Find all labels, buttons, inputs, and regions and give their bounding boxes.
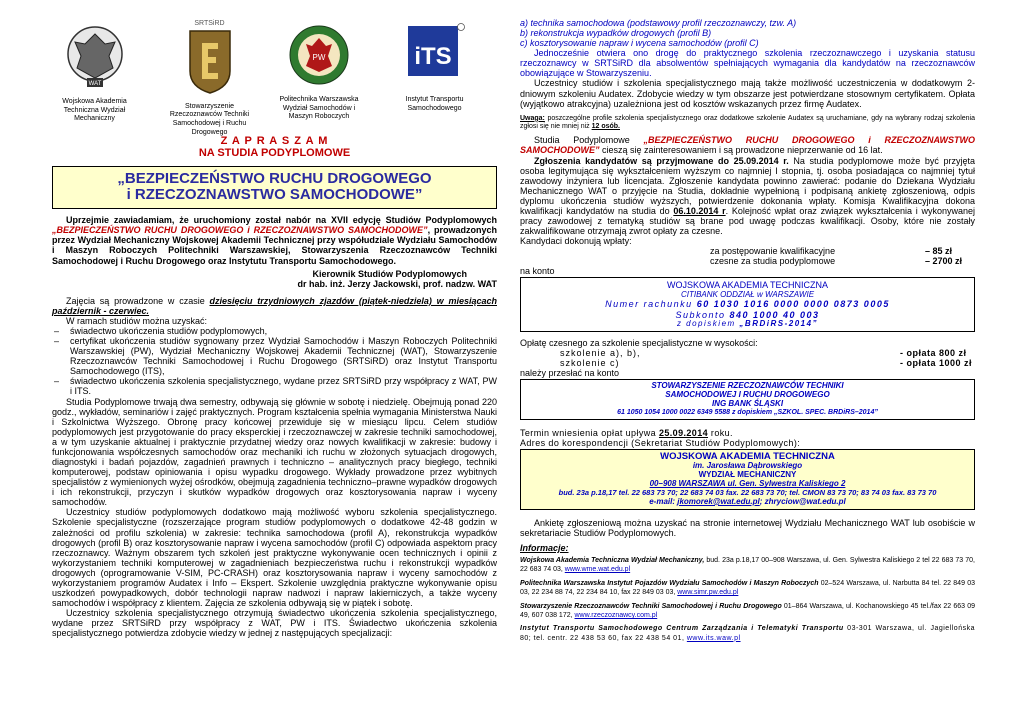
email-second: ; zhryciow@wat.edu.pl [759, 496, 846, 506]
address-box [520, 449, 975, 510]
logo-caption: Wojskowa Akademia Techniczna Wydział Mechaniczny [62, 97, 127, 123]
spec-fee-amount: - opłata 800 zł [900, 347, 967, 358]
pw-crest-icon [288, 24, 350, 86]
left-column [52, 0, 497, 638]
intro-paragraph [52, 215, 497, 265]
title-line-1: „BEZPIECZEŃSTWO RUCHU DROGOWEGO [117, 169, 432, 187]
logo-caption: Stowarzyszenie Rzeczoznawców Techniki Samochodowej i Ruchu Drogowego [169, 102, 250, 136]
zapraszam: Z A P R A S Z A M [220, 135, 329, 147]
uwaga-text: poszczególne profile szkolenia specjalistycznego oraz dodatkowe szkolenie Audatex są uruchamiane, gdy na wybrany rodzaj szkolenia zgłosi się nie mniej niż [520, 114, 975, 130]
info-item [520, 602, 975, 621]
info-name: Stowarzyszenie Rzeczoznawców Techniki Samochodowej i Ruchu Drogowego [520, 602, 782, 610]
bank2-line: 61 1050 1054 1000 0022 6349 5588 z dopiskiem „SZKOL. SPEC. BRDiRS–2014” [617, 408, 878, 416]
list-item: – certyfikat ukończenia studiów sygnowany przez Wydział Samochodów i Maszyn Roboczych Politechniki Warszawskiej (PW), Wydział Mechaniczny Wojskowej Akademii Technicznej (WAT), Stowarzyszenie Rzeczoznawców Techniki Samochodowej i Ruchu Drogowego (SRTSiRD) oraz Instytut Transportu Samochodowego (ITS), [70, 336, 497, 376]
logo-mark: WAT [88, 81, 101, 87]
email-label: e-mail: [649, 496, 678, 506]
logo-its [392, 22, 477, 113]
logo-mark: PW [312, 53, 326, 62]
bank2-line: STOWARZYSZENIE RZECZOZNAWCÓW TECHNIKI [651, 380, 844, 390]
bank1-account-row [521, 299, 974, 309]
signature-title: Kierownik Studiów Podyplomowych [312, 268, 467, 279]
signature [52, 269, 497, 289]
bank2-line: ING BANK ŚLĄSKI [711, 398, 784, 408]
fee-amount: – 85 zł [925, 246, 953, 257]
na-studia: NA STUDIA PODYPLOMOWE [198, 147, 351, 160]
zajecia-b: dziesięciu trzydniowych zjazdów (piątek-niedziela) w miesiącach październik - czerwiec. [52, 295, 497, 316]
logo-mark: iTS [413, 43, 452, 70]
addr-line: WYDZIAŁ MECHANICZNY [698, 470, 797, 480]
czesne-label: Opłatę czesnego za szkolenie specjalistyczne w wysokości: [520, 337, 758, 348]
na-konto: na konto [520, 266, 555, 277]
benefits-list [52, 326, 497, 397]
uwaga-label: Uwaga: [520, 114, 545, 122]
list-item: – świadectwo ukończenia szkolenia specjalistycznego, wydane przez SRTSiRD przy współpracy z WAT, PW i ITS. [70, 376, 497, 396]
info-link[interactable]: www.rzeczoznawcy.com.pl [574, 612, 658, 619]
info-link[interactable]: www.simr.pw.edu.pl [677, 589, 739, 597]
fee-amount: – 2700 zł [925, 256, 963, 267]
uwaga-note [520, 115, 975, 131]
fee-label: Kandydaci dokonują wpłaty: [520, 236, 632, 247]
zgl-date: 06.10.2014 r [673, 205, 726, 216]
zajecia-a: Zajęcia są prowadzone w czasie [66, 295, 210, 306]
wat-eagle-icon [65, 22, 125, 90]
audatex-paragraph: Uczestnicy studiów i szkolenia specjalistycznego mają także możliwość uczestniczenia w dodatkowym 2-dniowym szkoleniu Audatex. Zdobycie wiedzy w tym obszarze jest potwierdzane stosownym certyfikatem. Opłata (wyjątkowo atrakcyjna) uzależniona jest od kosztów wskazanych przez firmę Audatex. [520, 78, 975, 109]
addr-line: WOJSKOWA AKADEMIA TECHNICZNA [660, 450, 835, 462]
title-box [52, 166, 497, 210]
title-line-2: i RZECZOZNAWSTWO SAMOCHODOWE” [126, 186, 423, 204]
zgloszenia-paragraph [520, 156, 975, 237]
addr-line: 00–908 WARSZAWA ul. Gen. Sylwestra Kaliskiego 2 [649, 479, 846, 489]
bank-box-srtsird [520, 379, 975, 420]
info-rest: 01–864 Warszawa, ul. Kochanowskiego 45 tel./fax 22 663 09 49, 607 038 172, [520, 602, 976, 619]
info-list [520, 556, 975, 644]
studia-c: cieszą się zainteresowaniem i są prowadzone nieprzerwanie od 16 lat. [599, 145, 883, 156]
its-logo-icon [404, 22, 466, 84]
bank1-sub-label: Subkonto [675, 309, 726, 320]
studia-a: Studia Podyplomowe [534, 135, 644, 146]
fees-table [520, 246, 975, 266]
info-rest: 02–524 Warszawa, ul. Narbutta 84 tel. 22 849 03 03, 22 234 88 74, 22 234 84 10, fax 22 849 03 03, [520, 579, 975, 597]
zgl-c: . Kolejność wpłat oraz związek wykształcenia i wykonywanej pracy zawodowej z tematyką studiów są brane pod uwagę podczas kwalifikacji. Osoby, które nie zostały zakwalifikowane otrzymają zwrot opłaty za czesne. [520, 205, 975, 237]
logo-pw [274, 24, 364, 122]
srtsird-shield-icon [185, 29, 235, 95]
nalezy-text: należy przesłać na konto [520, 367, 620, 378]
intro-c: , prowadzonych przez Wydział Mechaniczny Wojskowej Akademii Technicznej przy współudziale Wydziału Samochodów i Maszyn Roboczych Politechniki Warszawskiej, Stowarzyszenia Rzeczoznawców Techniki Samochodowej i Ruchu Drogowego oraz Instytutu Transportu Samochodowego. [52, 225, 497, 266]
spec-fee-row [520, 358, 975, 368]
zajecia-paragraph [52, 296, 497, 316]
spec-fee-row [520, 348, 975, 358]
bank1-name: WOJSKOWA AKADEMIA TECHNICZNA [666, 280, 829, 291]
profile-item: a) technika samochodowa (podstawowy profil rzeczoznawczy, tzw. A) [520, 18, 797, 28]
addr-email-row [521, 498, 974, 507]
termin-a: Termin wniesienia opłat upływa [520, 427, 659, 438]
addr-line: bud. 23a p.18,17 tel. 22 683 73 70; 22 683 74 03 fax. 22 683 73 70; tel. CMON 83 73 70; 83 74 03 fax. 83 73 70 [558, 488, 937, 498]
profile-item: b) rekonstrukcja wypadków drogowych (profil B) [520, 28, 712, 39]
adres-label: Adres do korespondencji (Sekretariat Studiów Podyplomowych): [520, 437, 801, 448]
studia-b: „BEZPIECZEŃSTWO RUCHU DROGOWEGO i RZECZOZNAWSTWO SAMOCHODOWE” [520, 135, 975, 156]
info-item [520, 624, 975, 643]
logo-wat [52, 22, 137, 124]
termin-text [520, 428, 975, 438]
fee-name: czesne za studia podyplomowe [710, 256, 836, 267]
logo-mark: SRTSiRD [194, 20, 225, 27]
bank1-branch: CITIBANK ODDZIAŁ w WARSZAWIE [680, 289, 815, 299]
bank1-note-row [521, 320, 974, 329]
bank-box-wat [520, 277, 975, 331]
logos-row [52, 0, 497, 135]
info-item [520, 556, 975, 575]
ankiete-paragraph: Ankietę zgłoszeniową można uzyskać na stronie internetowej Wydziału Mechanicznego WAT lub osobiście w sekretariacie Studiów Podyplomowych. [520, 517, 975, 538]
info-rest: bud. 23a p.18,17 00–908 Warszawa, ul. Gen. Sylwestra Kaliskiego 2 tel 22 683 73 70, 22 683 74 03, [520, 556, 975, 574]
swiadectwo-paragraph: Uczestnicy szkolenia specjalistycznego otrzymują świadectwo ukończenia szkolenia specjalistycznego, wydane przez SRTSiRD przy współpracy z WAT, PW i ITS. Świadectwo ukończenia szkolenia specjalistycznego potwierdza zdobycie wiedzy w jednej z następujących specjalizacji: [52, 608, 497, 639]
ramach-text: W ramach studiów można uzyskać: [66, 315, 208, 326]
signature-name: dr hab. inż. Jerzy Jackowski, prof. nadzw. WAT [297, 278, 497, 289]
logo-caption: Instytut Transportu Samochodowego [405, 95, 464, 112]
spec-fee-name: szkolenie c) [560, 357, 620, 368]
spec-fee-amount: - opłata 1000 zł [900, 357, 973, 368]
info-name: Instytut Transportu Samochodowego Centrum Zarządzania i Telematyki Transportu [520, 625, 844, 633]
studia-paragraph: Studia Podyplomowe trwają dwa semestry, odbywają się głównie w sobotę i niedzielę. Obejmują ponad 220 godz., wykładów, seminariów i zajęć praktycznych. Program kształcenia spełnia wymagania Ministerstwa Nauki i Szkolnictwa Wyższego. Obronę pracy końcowej przewiduje się w miesiącu lipcu. Celem studiów podyplomowych jest przygotowanie do pracy eksperckiej i rzeczoznawczej w zakresie techniki samochodowej, a w tym uzyskanie aktualnej i praktycznie przydatnej wiedzy oraz nowych kwalifikacji w zakresie: budowy i funkcjonowania współczesnych samochodów oraz mechaniki ich ruchu w złożonych sytuacjach drogowych, diagnostyki i badań pojazdów, zagadnień prawnych i techniczno – analitycznych pracy biegłego, techniki komputerowej, podstaw opiniowania i opisu wypadku drogowego. Wykłady prowadzone przez wybitnych specjalistów z wymienionych wyżej ośrodków, obejmują zagadnienia techniczno–prawne wypadków drogowych i ich rekonstrukcji, przyczyn i skutków wypadków drogowych oraz kosztorysowania napraw i wyceny samochodów. [52, 396, 497, 508]
info-name: Wojskowa Akademia Techniczna Wydział Mechaniczny, [520, 556, 705, 564]
uwaga-num: 12 osób. [591, 122, 620, 130]
logo-srtsird [162, 20, 257, 138]
termin-b: roku. [708, 427, 733, 438]
email-link[interactable]: jkomorek@wat.edu.pl [677, 496, 760, 506]
rzeczoznawca-paragraph: Jednocześnie otwiera ono drogę do praktycznego szkolenia rzeczoznawczego i uzyskania statusu rzeczoznawcy w SRTSiRD dla absolwentów spełniających wymagania dla kandydatów na rzeczoznawców obowiązujące w Stowarzyszeniu. [520, 48, 975, 79]
addr-line: im. Jarosława Dąbrowskiego [692, 461, 803, 471]
intro-b: „BEZPIECZEŃSTWO RUCHU DROGOWEGO i RZECZOZNAWSTWO SAMOCHODOWE” [52, 225, 428, 236]
info-rest: 03-301 Warszawa, ul. Jagiellońska 80; tel. centr. 22 438 53 60, fax 22 438 54 01, [520, 625, 975, 642]
szkolenie-paragraph: Uczestnicy studiów podyplomowych dodatkowo mają możliwość wyboru szkolenia specjalistycznego. Szkolenie specjalistyczne (rozszerzające program studiów podyplomowych o dodatkowe 42-48 godzin w zależności od profilu szkolenia) w zakresie: technika samochodowa (profil A), rekonstrukcja wypadków drogowych (profil B) oraz kosztorysowanie napraw i wycena samochodów (profil C) odpowiada aspektom pracy rzeczoznawcy. Ważnym obszarem tych szkoleń jest praktyczne wykonywanie ocen technicznych i opinii z wykorzystaniem techniki komputerowej w zagadnieniach bezpieczeństwa ruchu i rekonstrukcji wypadków drogowych (oprogramowanie V-SIM, PC-CRASH) oraz kosztorysowania napraw i wyceny samochodów z wykorzystaniem programów Audatex i Info – Ekspert. Szkolenie uwzględnia praktyczne wykonywanie opisu uszkodzeń powypadkowych, dobór technologii napraw nadwozi i napraw lakierniczych, a także wyceny samochodów i współpracy z klientem. Zajęcia ze szkolenia odbywają się w piątek i sobotę. [52, 507, 497, 609]
profile-item: c) kosztorysowanie napraw i wycena samochodów (profil C) [520, 38, 759, 49]
studia-intro [520, 135, 975, 155]
spec-fees [520, 348, 975, 368]
spec-fee-name: szkolenie a), b), [560, 347, 641, 358]
info-item [520, 579, 975, 598]
info-label: Informacje: [520, 542, 569, 553]
bank1-note: „BRDiRS-2014” [739, 318, 819, 328]
info-link[interactable]: www.its.waw.pl [686, 634, 741, 642]
termin-date: 25.09.2014 [658, 427, 709, 438]
bank1-account-label: Numer rachunku [605, 299, 693, 310]
bank2-line: SAMOCHODOWEJ I RUCHU DROGOWEGO [665, 389, 830, 399]
bank1-note-label: z dopiskiem [676, 318, 736, 328]
right-column [520, 0, 975, 643]
bank1-account: 60 1030 1016 0000 0000 0873 0005 [696, 299, 890, 310]
fee-name: za postępowanie kwalifikacyjne [710, 246, 836, 257]
intro-a: Uprzejmie zawiadamiam, że uruchomiony został nabór na XVII edycję Studiów Podyplomowych [66, 215, 497, 226]
fee-row [520, 246, 975, 256]
list-item: – świadectwo ukończenia studiów podyplomowych, [70, 326, 497, 336]
profile-list [520, 18, 975, 48]
zgl-a: Zgłoszenia kandydatów są przyjmowane do 25.09.2014 r. [534, 155, 789, 166]
logo-caption: Politechnika Warszawska Wydział Samochodów i Maszyn Roboczych [279, 95, 359, 121]
zgl-b: Na studia podyplomowe może być przyjęta osoba legitymująca się wykształceniem wyższym co najmniej I stopnia, tj. osoba posiadająca co najmniej tytuł zawodowy inżyniera lub licencjata. Zgłoszenie kandydata powinno zawierać: podanie do Dziekana Wydziału Mechanicznego WAT o przyjęcie na Studia, dokładnie wypełnioną i podpisaną ankietę zgłoszeniową, odpis dyplomu ukończenia studiów wyższych, potwierdzenie dokonania wpłaty. Komisja Kwalifikacyjna dokona kwalifikacji kandydatów na studia do [520, 155, 975, 216]
info-name: Politechnika Warszawska Instytut Pojazdów Wydziału Samochodów i Maszyn Roboczych [520, 579, 819, 587]
fee-row [520, 256, 975, 266]
bank1-sub: 840 1000 40 003 [729, 309, 820, 320]
info-link[interactable]: www.wme.wat.edu.pl [564, 566, 631, 574]
